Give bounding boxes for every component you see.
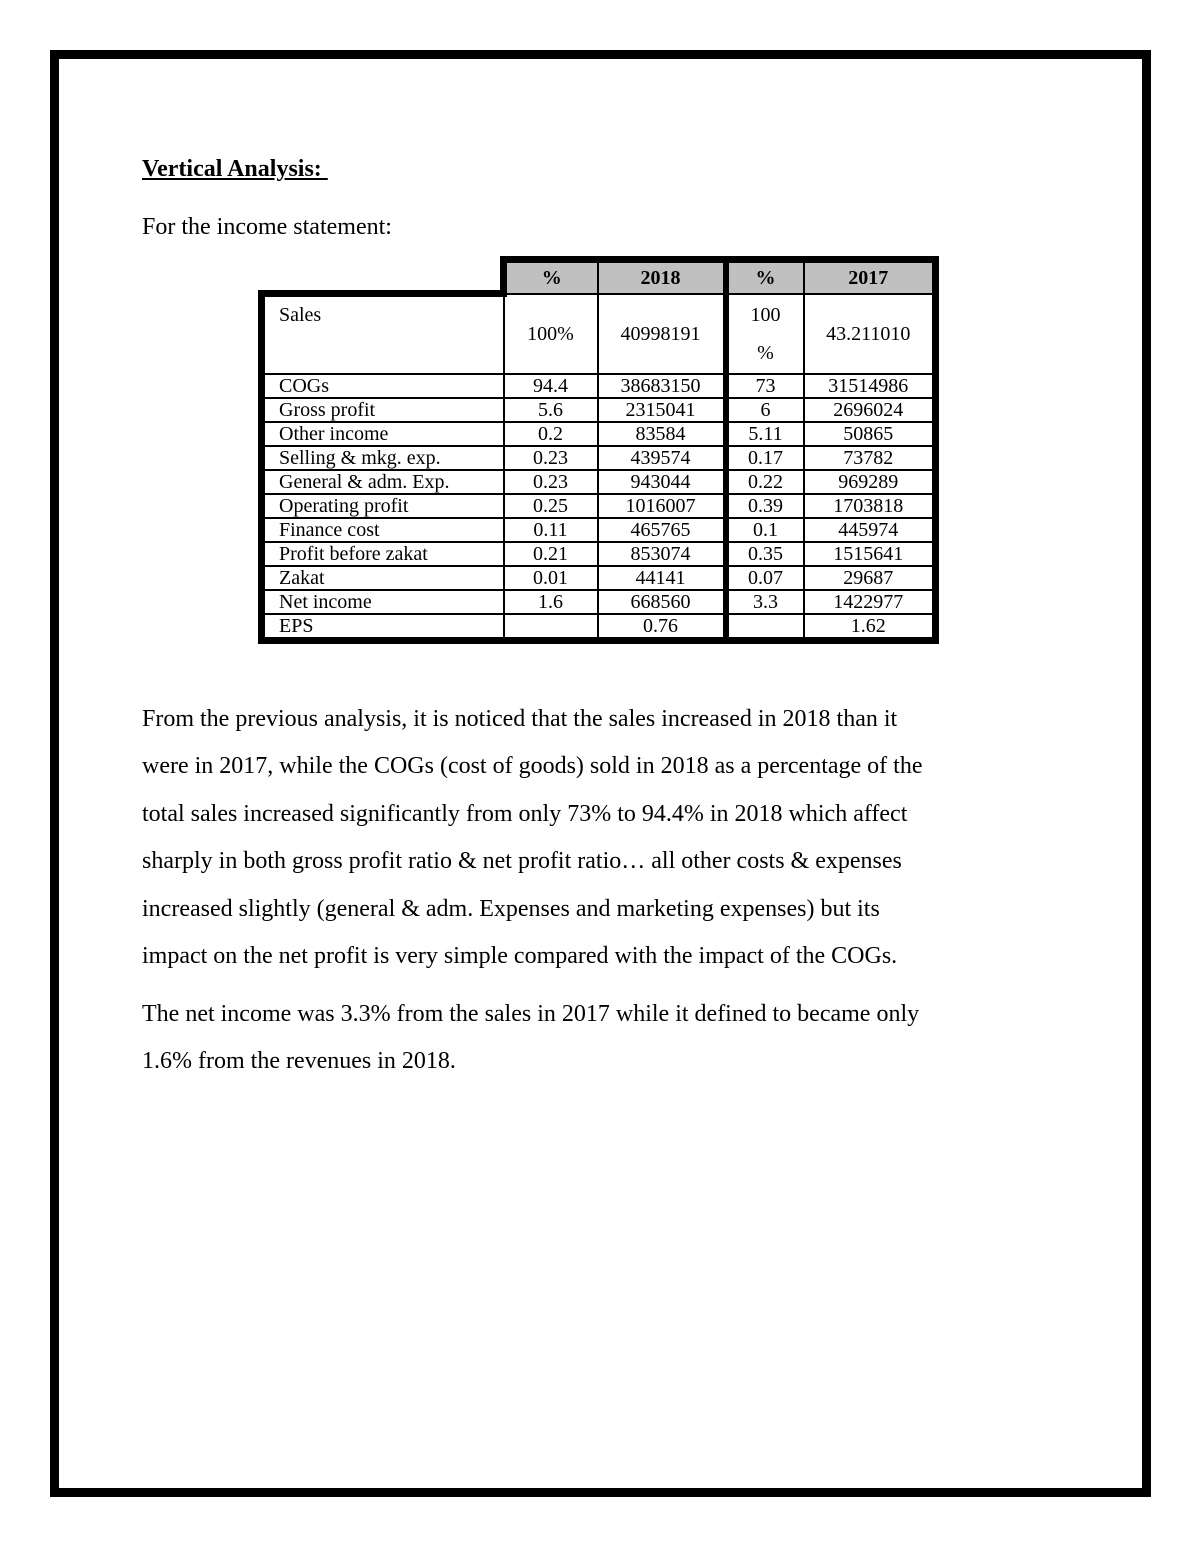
table-row [262, 590, 936, 614]
paragraph-line: 1.6% from the revenues in 2018. [142, 1048, 456, 1075]
cell-value-2017: 31514986 [804, 374, 936, 398]
header-blank-cell [262, 260, 504, 294]
cell-pct-2018: 0.21 [504, 542, 598, 566]
cell-value-2018: 943044 [598, 470, 726, 494]
row-label: Gross profit [262, 398, 504, 422]
cell-pct-2017 [726, 294, 804, 374]
cell-value-2017: 73782 [804, 446, 936, 470]
paragraph-line: increased slightly (general & adm. Expenses and marketing expenses) but its [142, 895, 880, 922]
paragraph-line: From the previous analysis, it is noticed that the sales increased in 2018 than it [142, 706, 898, 732]
header-year-2017: 2017 [804, 260, 936, 294]
row-label: Selling & mkg. exp. [262, 446, 504, 470]
cell-pct-2017-text [751, 296, 781, 372]
cell-value-2017: 1703818 [804, 494, 936, 518]
cell-pct-2017 [726, 614, 804, 641]
cell-value-2018: 439574 [598, 446, 726, 470]
cell-value-2018: 668560 [598, 590, 726, 614]
cell-value-2017: 2696024 [804, 398, 936, 422]
cell-pct-2017: 5.11 [726, 422, 804, 446]
cell-pct-2018 [504, 614, 598, 641]
table-row [262, 422, 936, 446]
cell-pct-2017: 0.35 [726, 542, 804, 566]
row-label: Net income [262, 590, 504, 614]
table-row [262, 446, 936, 470]
cell-value-2018: 465765 [598, 518, 726, 542]
cell-value-2017: 29687 [804, 566, 936, 590]
row-label: Sales [262, 294, 504, 374]
income-statement-table [258, 256, 939, 644]
cell-value-2018: 853074 [598, 542, 726, 566]
cell-pct-2017: 0.07 [726, 566, 804, 590]
table-row-sales [262, 294, 936, 374]
cell-value-2018: 1016007 [598, 494, 726, 518]
cell-value-2017: 969289 [804, 470, 936, 494]
cell-pct-2018: 5.6 [504, 398, 598, 422]
cell-value-2017: 43.211010 [804, 294, 936, 374]
analysis-paragraph-2 [142, 991, 1042, 1086]
cell-pct-2017: 0.22 [726, 470, 804, 494]
cell-value-2017: 445974 [804, 518, 936, 542]
table-row [262, 470, 936, 494]
cell-pct-2018: 0.23 [504, 470, 598, 494]
paragraph-line: were in 2017, while the COGs (cost of goods) sold in 2018 as a percentage of the [142, 753, 923, 780]
pct-line2: % [757, 341, 774, 364]
row-label: COGs [262, 374, 504, 398]
table-row [262, 614, 936, 641]
cell-pct-2017: 73 [726, 374, 804, 398]
table-row [262, 566, 936, 590]
cell-value-2018: 40998191 [598, 294, 726, 374]
table-row [262, 542, 936, 566]
cell-pct-2018: 0.25 [504, 494, 598, 518]
cell-pct-2018: 94.4 [504, 374, 598, 398]
cell-pct-2018: 0.2 [504, 422, 598, 446]
cell-pct-2018: 0.23 [504, 446, 598, 470]
cell-value-2018: 2315041 [598, 398, 726, 422]
cell-pct-2017: 0.39 [726, 494, 804, 518]
cell-pct-2017: 0.1 [726, 518, 804, 542]
paragraph-line: impact on the net profit is very simple compared with the impact of the COGs. [142, 943, 898, 970]
subheading: For the income statement: [142, 214, 392, 240]
cell-pct-2018: 1.6 [504, 590, 598, 614]
cell-value-2017: 1422977 [804, 590, 936, 614]
cell-value-2018: 0.76 [598, 614, 726, 641]
row-label: Operating profit [262, 494, 504, 518]
table-row [262, 398, 936, 422]
section-heading: Vertical Analysis: [142, 156, 328, 182]
analysis-paragraph-1 [142, 696, 1042, 980]
cell-value-2017: 50865 [804, 422, 936, 446]
row-label: Other income [262, 422, 504, 446]
income-statement-table-wrapper [258, 256, 939, 644]
cell-value-2018: 44141 [598, 566, 726, 590]
paragraph-line: The net income was 3.3% from the sales in 2017 while it defined to became only [142, 1001, 920, 1027]
header-pct-2017: % [726, 260, 804, 294]
row-label: Finance cost [262, 518, 504, 542]
cell-pct-2017: 3.3 [726, 590, 804, 614]
cell-value-2018: 38683150 [598, 374, 726, 398]
table-row [262, 518, 936, 542]
cell-value-2018: 83584 [598, 422, 726, 446]
table-row [262, 374, 936, 398]
row-label: EPS [262, 614, 504, 641]
cell-pct-2018: 0.01 [504, 566, 598, 590]
row-label: General & adm. Exp. [262, 470, 504, 494]
cell-pct-2018: 0.11 [504, 518, 598, 542]
cell-pct-2017: 0.17 [726, 446, 804, 470]
cell-value-2017: 1.62 [804, 614, 936, 641]
row-label: Profit before zakat [262, 542, 504, 566]
table-header-row [262, 260, 936, 294]
row-label: Zakat [262, 566, 504, 590]
header-year-2018: 2018 [598, 260, 726, 294]
cell-value-2017: 1515641 [804, 542, 936, 566]
table-body [262, 374, 936, 641]
pct-line1: 100 [750, 303, 781, 326]
header-pct-2018: % [504, 260, 598, 294]
cell-pct-2017: 6 [726, 398, 804, 422]
paragraph-line: total sales increased significantly from only 73% to 94.4% in 2018 which affect [142, 800, 908, 827]
cell-pct-2018: 100% [504, 294, 598, 374]
paragraph-line: sharply in both gross profit ratio & net profit ratio… all other costs & expenses [142, 848, 902, 875]
table-row [262, 494, 936, 518]
